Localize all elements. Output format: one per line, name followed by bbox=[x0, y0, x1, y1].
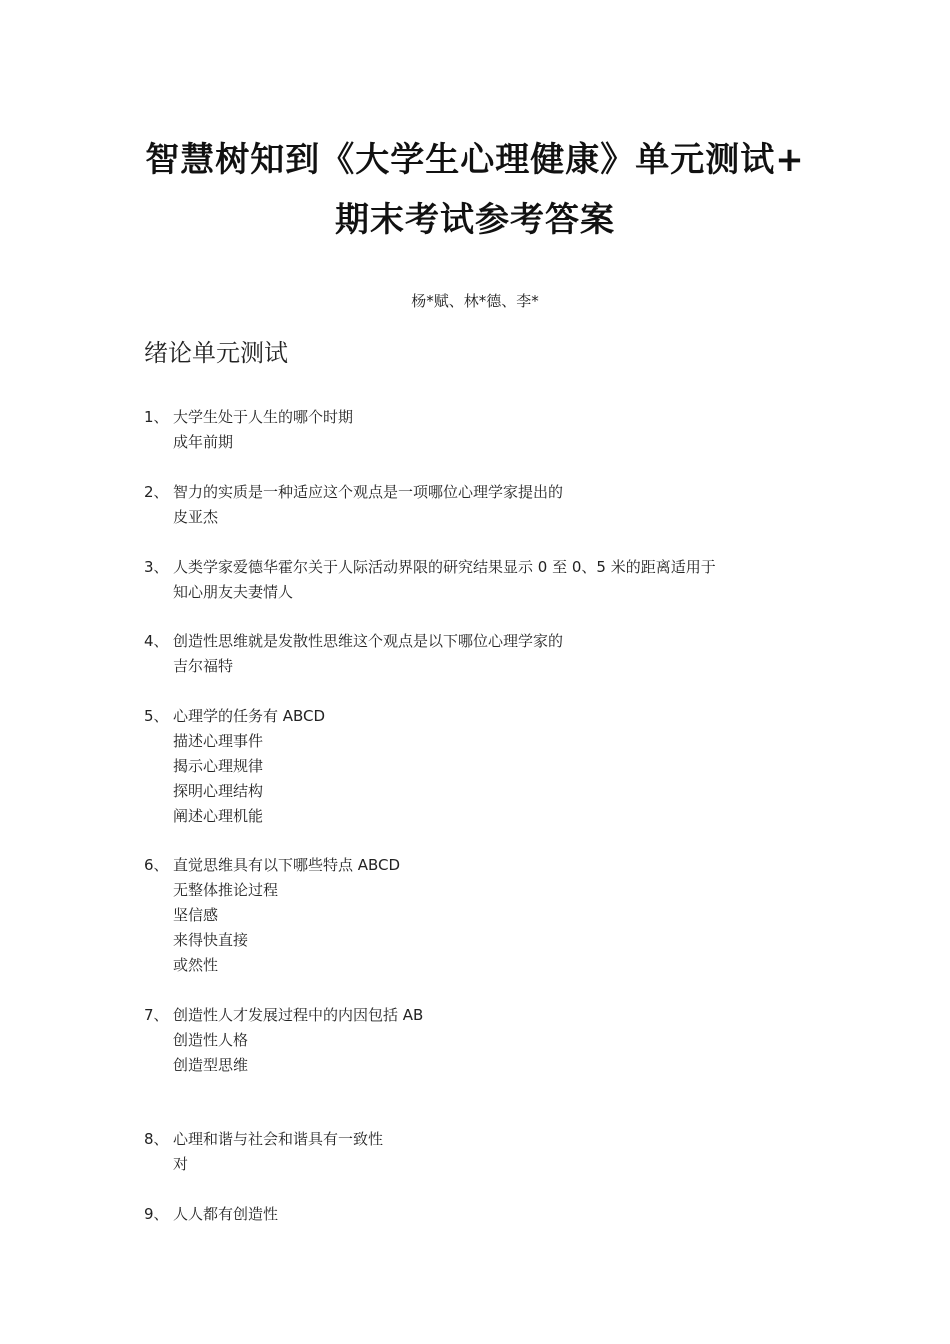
question-text: 创造性人才发展过程中的内因包括 AB bbox=[173, 1006, 424, 1024]
question-number: 4、 bbox=[144, 632, 169, 650]
answer: 创造性人格 bbox=[173, 1031, 249, 1049]
question-text: 人类学家爱德华霍尔关于人际活动界限的研究结果显示 0 至 0、5 米的距离适用于 bbox=[173, 558, 716, 576]
answer: 阐述心理机能 bbox=[173, 807, 264, 825]
question-6 bbox=[144, 853, 844, 978]
answer: 揭示心理规律 bbox=[173, 757, 264, 775]
question-number: 2、 bbox=[144, 483, 169, 501]
question-text: 心理学的任务有 ABCD bbox=[173, 707, 326, 725]
answer: 创造型思维 bbox=[173, 1056, 249, 1074]
answer: 吉尔福特 bbox=[173, 657, 234, 675]
question-2 bbox=[144, 480, 844, 530]
section-heading: 绪论单元测试 bbox=[144, 339, 288, 367]
answer: 坚信感 bbox=[173, 906, 219, 924]
question-7 bbox=[144, 1003, 844, 1078]
question-number: 7、 bbox=[144, 1006, 169, 1024]
question-8 bbox=[144, 1127, 844, 1177]
answer: 来得快直接 bbox=[173, 931, 249, 949]
question-text: 大学生处于人生的哪个时期 bbox=[173, 408, 354, 426]
question-number: 8、 bbox=[144, 1130, 169, 1148]
question-9 bbox=[144, 1202, 844, 1227]
answer: 知心朋友夫妻情人 bbox=[173, 583, 294, 601]
question-3 bbox=[144, 555, 844, 605]
question-number: 6、 bbox=[144, 856, 169, 874]
answer: 成年前期 bbox=[173, 433, 234, 451]
document-title-line-1: 智慧树知到《大学生心理健康》单元测试+ bbox=[145, 140, 805, 180]
answer: 或然性 bbox=[173, 956, 219, 974]
question-text: 心理和谐与社会和谐具有一致性 bbox=[173, 1130, 384, 1148]
answer: 无整体推论过程 bbox=[173, 881, 279, 899]
question-4 bbox=[144, 629, 844, 679]
question-text: 人人都有创造性 bbox=[173, 1205, 279, 1223]
answer: 皮亚杰 bbox=[173, 508, 219, 526]
question-number: 3、 bbox=[144, 558, 169, 576]
question-1 bbox=[144, 405, 844, 455]
question-number: 5、 bbox=[144, 707, 169, 725]
question-text: 直觉思维具有以下哪些特点 ABCD bbox=[173, 856, 401, 874]
question-number: 1、 bbox=[144, 408, 169, 426]
question-text: 智力的实质是一种适应这个观点是一项哪位心理学家提出的 bbox=[173, 483, 564, 501]
answer: 描述心理事件 bbox=[173, 732, 264, 750]
question-number: 9、 bbox=[144, 1205, 169, 1223]
answer: 探明心理结构 bbox=[173, 782, 264, 800]
document-title-line-2: 期末考试参考答案 bbox=[335, 200, 615, 240]
question-text: 创造性思维就是发散性思维这个观点是以下哪位心理学家的 bbox=[173, 632, 564, 650]
answer: 对 bbox=[173, 1155, 189, 1173]
question-5 bbox=[144, 704, 844, 829]
authors: 杨*赋、林*德、李* bbox=[411, 292, 539, 310]
